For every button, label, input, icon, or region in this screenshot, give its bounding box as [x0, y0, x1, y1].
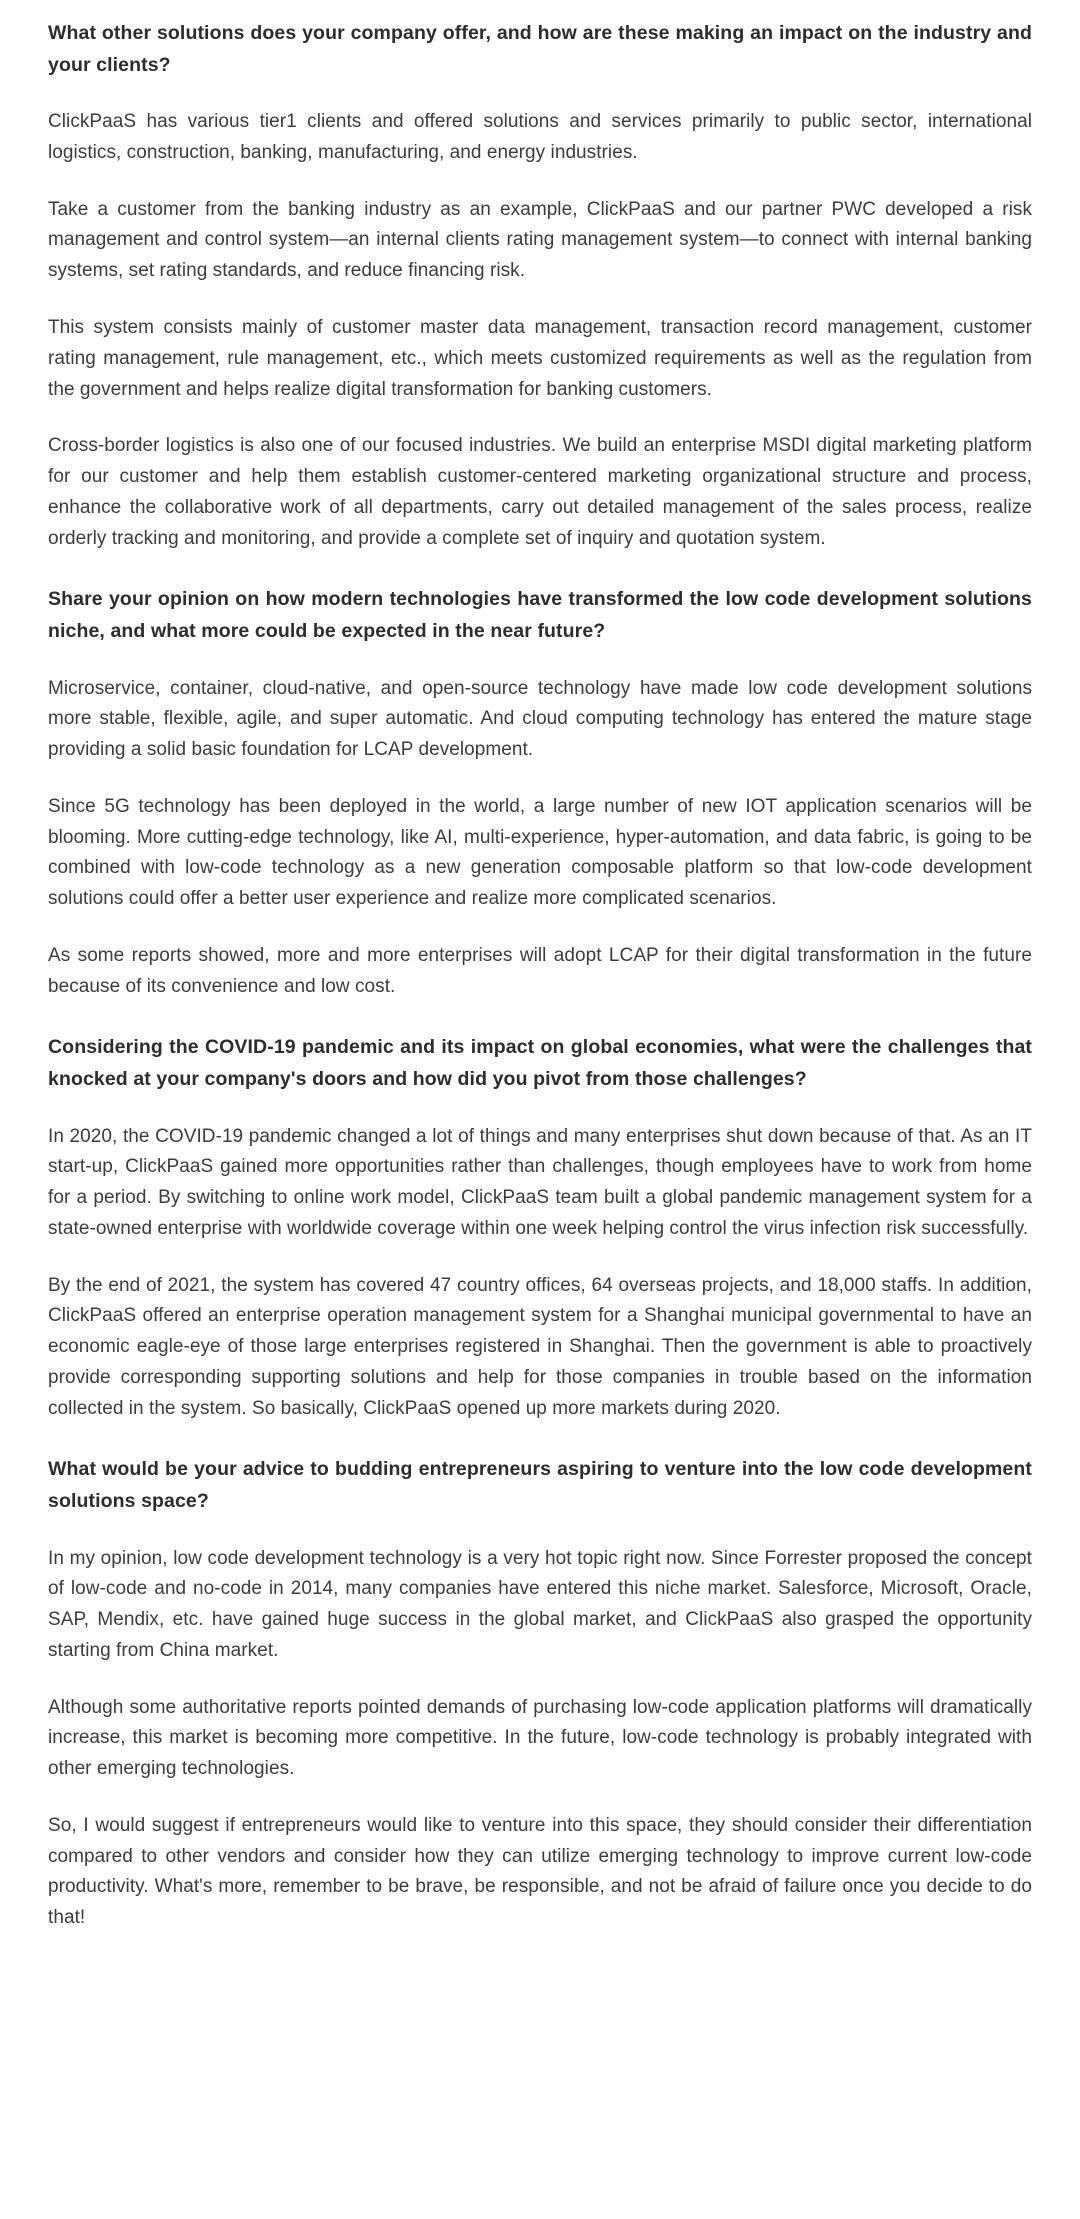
answer-paragraph: Cross-border logistics is also one of our focused industries. We build an enterprise MSDI digital marketing platform for our customer and help them establish customer-centered marketing organizational structure and process, enhance the collaborative work of all departments, carry out detailed management of the sales process, realize orderly tracking and monitoring, and provide a complete set of inquiry and quotation system. — [48, 435, 1032, 549]
answer-paragraph: By the end of 2021, the system has covered 47 country offices, 64 overseas projects, and 18,000 staffs. In addition, ClickPaaS offered an enterprise operation management system for a Shanghai municipal governmental to have an economic eagle-eye of those large enterprises registered in Shanghai. Then the government is able to proactively provide corresponding supporting solutions and help for those companies in trouble based on the information collected in the system. So basically, ClickPaaS opened up more markets during 2020. — [48, 1274, 1032, 1419]
answer-paragraph: Although some authoritative reports pointed demands of purchasing low-code application platforms will dramatically increase, this market is becoming more competitive. In the future, low-code technology is probably integrated with other emerging technologies. — [48, 1696, 1032, 1780]
answer-paragraph: This system consists mainly of customer master data management, transaction record management, customer rating management, rule management, etc., which meets customized requirements as well as the regulation from the government and helps realize digital transformation for banking customers. — [48, 316, 1032, 400]
answer-paragraph: In my opinion, low code development technology is a very hot topic right now. Since Forrester proposed the concept of low-code and no-code in 2014, many companies have entered this niche market. Salesforce, Microsoft, Oracle, SAP, Mendix, etc. have gained huge success in the global market, and ClickPaaS also grasped the opportunity starting from China market. — [48, 1547, 1032, 1661]
answer-paragraph: ClickPaaS has various tier1 clients and offered solutions and services primarily to public sector, international logistics, construction, banking, manufacturing, and energy industries. — [48, 111, 1032, 163]
answer-paragraph: Microservice, container, cloud-native, and open-source technology have made low code development solutions more stable, flexible, agile, and super automatic. And cloud computing technology has entered the mature stage providing a solid basic foundation for LCAP development. — [48, 677, 1032, 761]
question-heading: What would be your advice to budding entrepreneurs aspiring to venture into the low code development solutions space? — [48, 1458, 1032, 1513]
qa-section-2 — [48, 584, 1032, 1002]
qa-section-4 — [48, 1454, 1032, 1934]
answer-paragraph: As some reports showed, more and more enterprises will adopt LCAP for their digital transformation in the future because of its convenience and low cost. — [48, 944, 1032, 997]
qa-section-3 — [48, 1032, 1032, 1424]
answer-paragraph: In 2020, the COVID-19 pandemic changed a lot of things and many enterprises shut down because of that. As an IT start-up, ClickPaaS gained more opportunities rather than challenges, though employees have to work from home for a period. By switching to online work model, ClickPaaS team built a global pandemic management system for a state-owned enterprise with worldwide coverage within one week helping control the virus infection risk successfully. — [48, 1125, 1032, 1239]
answer-paragraph: Take a customer from the banking industry as an example, ClickPaaS and our partner PWC developed a risk management and control system—an internal clients rating management system—to connect with internal banking systems, set rating standards, and reduce financing risk. — [48, 198, 1032, 282]
question-heading: What other solutions does your company offer, and how are these making an impact on the industry and your clients? — [48, 22, 1032, 76]
answer-paragraph: Since 5G technology has been deployed in the world, a large number of new IOT application scenarios will be blooming. More cutting-edge technology, like AI, multi-experience, hyper-automation, and data fabric, is going to be combined with low-code technology as a new generation composable platform so that low-code development solutions could offer a better user experience and realize more complicated scenarios. — [48, 795, 1032, 910]
answer-paragraph: So, I would suggest if entrepreneurs would like to venture into this space, they should consider their differentiation compared to other vendors and consider how they can utilize emerging technology to improve current low-code productivity. What's more, remember to be brave, be responsible, and not be afraid of failure once you decide to do that! — [48, 1814, 1032, 1929]
qa-section-1 — [48, 18, 1032, 554]
question-heading: Share your opinion on how modern technologies have transformed the low code development solutions niche, and what more could be expected in the near future? — [48, 588, 1032, 642]
question-heading: Considering the COVID-19 pandemic and its impact on global economies, what were the challenges that knocked at your company's doors and how did you pivot from those challenges? — [48, 1036, 1032, 1090]
